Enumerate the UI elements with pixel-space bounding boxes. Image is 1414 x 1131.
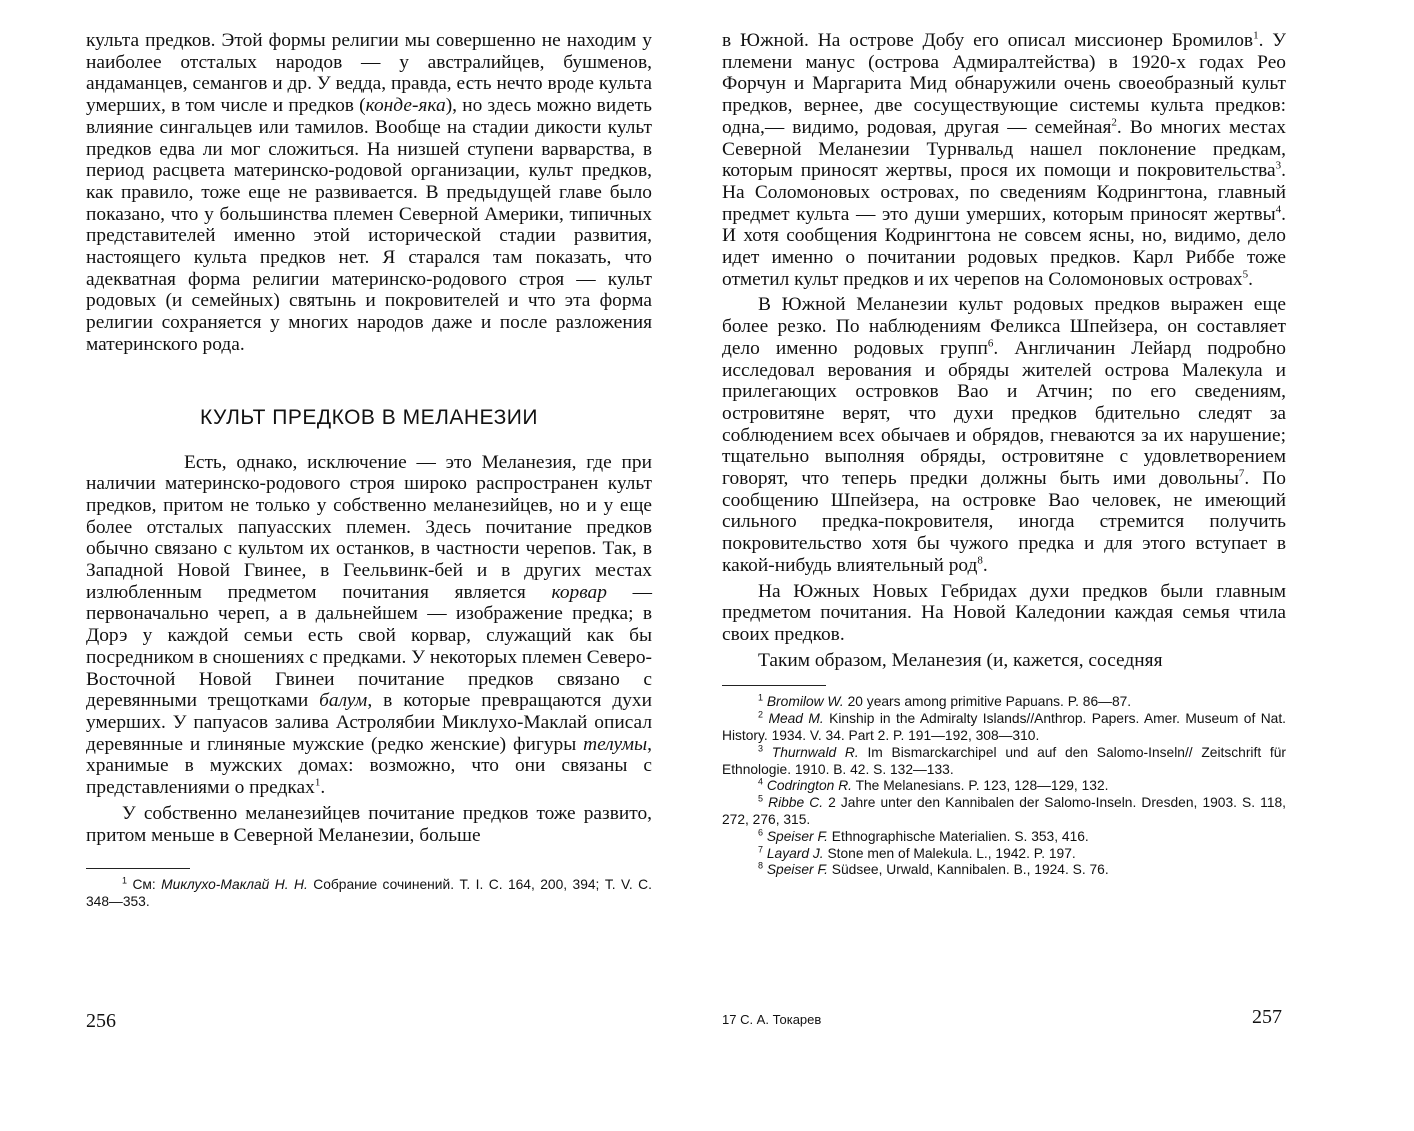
footnote-text: 20 years among primitive Papuans. P. 86—87. [843, 694, 1132, 710]
footnote-author: Thurnwald R. [771, 744, 859, 760]
left-body-section [86, 452, 652, 847]
term-konde-yaka: конде-яка [365, 95, 446, 117]
left-paragraph-1: культа предков. Этой формы религии мы совершенно не находим у наиболее отсталых народов — у австралийцев, бушменов, андаманцев, семангов и др. У ведда, правда, есть нечто вроде культа умерших, в том числе и предков (конде-яка), но здесь можно видеть влияние сингальцев или тамилов. Вообще на стадии дикости культ предков едва ли мог сложиться. На низшей ступени варварства, в период расцвета материнско-родовой организации, культ предков, как правило, тоже еще не развивается. В предыдущей главе было показано, что у большинства племен Северной Америки, типичных представителей именно этой исторической стадии развития, настоящего культа предков нет. Я старался там показать, что адекватная форма религии материнско-родового строя — культ родовых (и семейных) святынь и покровителей и что эта форма религии сохраняется у многих народов даже и после разложения материнского рода. [86, 30, 652, 355]
footnote-5 [722, 795, 1286, 829]
footnote-author: Bromilow W. [766, 694, 844, 710]
footnote-text: Stone men of Malekula. L., 1942. P. 197. [823, 845, 1076, 861]
footnote-author: Ribbe C. [768, 795, 824, 811]
footnote-text: Kinship in the Admiralty Islands//Anthrop. Papers. Amer. Museum of Nat. History. 1934. V. 34. Part 2. P. 191—192, 308—310. [722, 711, 1287, 743]
footnote-author: Mead M. [768, 711, 824, 727]
footnote-6 [722, 829, 1286, 846]
right-page [722, 30, 1286, 879]
footnote-2 [722, 711, 1286, 745]
footnote-ref[interactable]: 5 [1242, 268, 1249, 281]
footnote-number: 3 [758, 743, 764, 754]
footnote-ref[interactable]: 1 [1253, 29, 1259, 42]
footnote-ref[interactable]: 1 [314, 776, 321, 789]
footnote-number: 6 [758, 827, 764, 838]
left-page [86, 30, 652, 911]
right-paragraph-3: На Южных Новых Гебридах духи предков были главным предметом почитания. На Новой Каледонии каждая семья чтила своих предков. [722, 580, 1286, 645]
footnote-3 [722, 745, 1286, 779]
left-paragraph-2: Есть, однако, исключение — это Меланезия, где при наличии материнско-родового строя широко распространен культ предков, притом не только у собственно меланезийцев, но и у еще более отсталых папуасских племен. Здесь почитание предков обычно связано с культом их останков, в частности черепов. Так, в Западной Новой Гвинее, в Геельвинк-бей и в других местах излюбленным предметом почитания является корвар — первоначально череп, а в дальнейшем — изображение предка; в Дорэ у каждой семьи есть свой корвар, служащий как бы посредником в сношениях с предками. У некоторых племен Северо-Восточной Новой Гвинеи почитание предков связано с деревянными трещотками балум, в которые превращаются духи умерших. У папуасов залива Астролябии Миклухо-Маклай описал деревянные и глиняные мужские (редко женские) фигуры телумы, хранимые в мужских домах: возможно, что они связаны с представлениями о предках$^1$. [86, 451, 652, 799]
right-paragraph-2: В Южной Меланезии культ родовых предков выражен еще более резко. По наблюдениям Феликса Шпейзера, он составляет дело именно родовых групп$^6$. Англичанин Лейард подробно исследовал верования и обряды жителей острова Малекула и прилегающих островков Вао и Атчин; по его сведениям, островитяне верят, что духи предков бдительно следят за соблюдением всех обычаев и обрядов, гневаются за их нарушение; тщательно выполняя обряды, островитяне с удовлетворением говорят, что теперь предки должны быть ими довольны$^7$. По сообщению Шпейзера, на островке Вао человек, не имеющий сильного предка-покровителя, иногда стремится получить покровительство хотя бы чужого предка и для этого вступает в какой-нибудь влиятельный род$^8$. [722, 294, 1286, 576]
right-body [722, 30, 1286, 671]
footnote-1: $^1$ См: Миклухо-Маклай Н. Н. Собрание сочинений. Т. I. С. 164, 200, 394; Т. V. С. 348—353. [86, 875, 652, 909]
right-footnotes [722, 694, 1286, 879]
footnote-author: Speiser F. [766, 828, 828, 844]
term-korvar: корвар [551, 581, 607, 603]
footnote-ref[interactable]: 8 [977, 554, 983, 567]
footnote-number: 5 [758, 793, 764, 804]
footnote-author: Codrington R. [766, 778, 852, 794]
printer-signature: 17 С. А. Токарев [722, 1012, 822, 1027]
right-paragraph-1: в Южной. На острове Добу его описал миссионер Бромилов$^1$. У племени манус (острова Адмиралтейства) в 1920-х годах Рео Форчун и Маргарита Мид обнаружили очень своеобразный культ предков, вернее, две сосуществующие системы культа предков: одна,— видимо, родовая, другая — семейная$^2$. Во многих местах Северной Меланезии Турнвальд нашел поклонение предкам, которым приносят жертвы, прося их помощи и покровительства$^3$. На Соломоновых островах, по сведениям Кодрингтона, главный предмет культа — это души умерших, которым приносят жертвы$^4$. И хотя сообщения Кодрингтона не совсем ясны, но, видимо, дело идет именно о почитании родовых предков. Карл Риббе тоже отметил культ предков и их черепов на Соломоновых островах$^5$. [722, 29, 1286, 290]
left-paragraph-3: У собственно меланезийцев почитание предков тоже развито, притом меньше в Северной Меланезии, больше [86, 802, 652, 846]
footnote-number: 2 [758, 709, 764, 720]
footnote-ref[interactable]: 3 [1275, 159, 1282, 172]
footnote-number: 4 [758, 776, 764, 787]
footnote-ref[interactable]: 2 [1111, 116, 1117, 129]
term-balum: балум [319, 690, 368, 712]
footnote-number: 8 [758, 860, 764, 871]
section-heading: КУЛЬТ ПРЕДКОВ В МЕЛАНЕЗИИ [200, 405, 538, 429]
term-telumy: телумы [583, 733, 648, 755]
footnote-ref[interactable]: 4 [1275, 203, 1282, 216]
footnote-8 [722, 862, 1286, 879]
page-number-left: 256 [86, 1010, 116, 1032]
footnote-number: 1 [758, 692, 764, 703]
footnote-4 [722, 778, 1286, 795]
footnote-number: 7 [758, 843, 764, 854]
footnote-author: Layard J. [766, 845, 824, 861]
footnote-divider [86, 868, 190, 869]
left-body [86, 30, 652, 356]
footnote-divider [722, 685, 826, 686]
footnote-author: Speiser F. [766, 862, 828, 878]
footnote-ref[interactable]: 7 [1238, 467, 1245, 480]
footnote-text: The Melanesians. P. 123, 128—129, 132. [852, 778, 1109, 794]
footnote-text: Im Bismarckarchipel und auf den Salomo-Inseln// Zeitschrift für Ethnologie. 1910. B. 42. S. 132—133. [722, 744, 1286, 777]
right-paragraph-4: Таким образом, Меланезия (и, кажется, соседняя [758, 649, 1163, 671]
footnote-text: Südsee, Urwald, Kannibalen. B., 1924. S. 76. [827, 862, 1109, 878]
footnote-ref[interactable]: 6 [987, 337, 994, 350]
page-number-right: 257 [1252, 1006, 1282, 1028]
left-footnotes [86, 877, 652, 911]
footnote-text: Ethnographische Materialien. S. 353, 416. [827, 828, 1089, 844]
footnote-text: 2 Jahre unter den Kannibalen der Salomo-Inseln. Dresden, 1903. S. 118, 272, 276, 315. [722, 795, 1286, 827]
footnote-7 [722, 843, 1286, 863]
footnote-1 [722, 694, 1286, 711]
